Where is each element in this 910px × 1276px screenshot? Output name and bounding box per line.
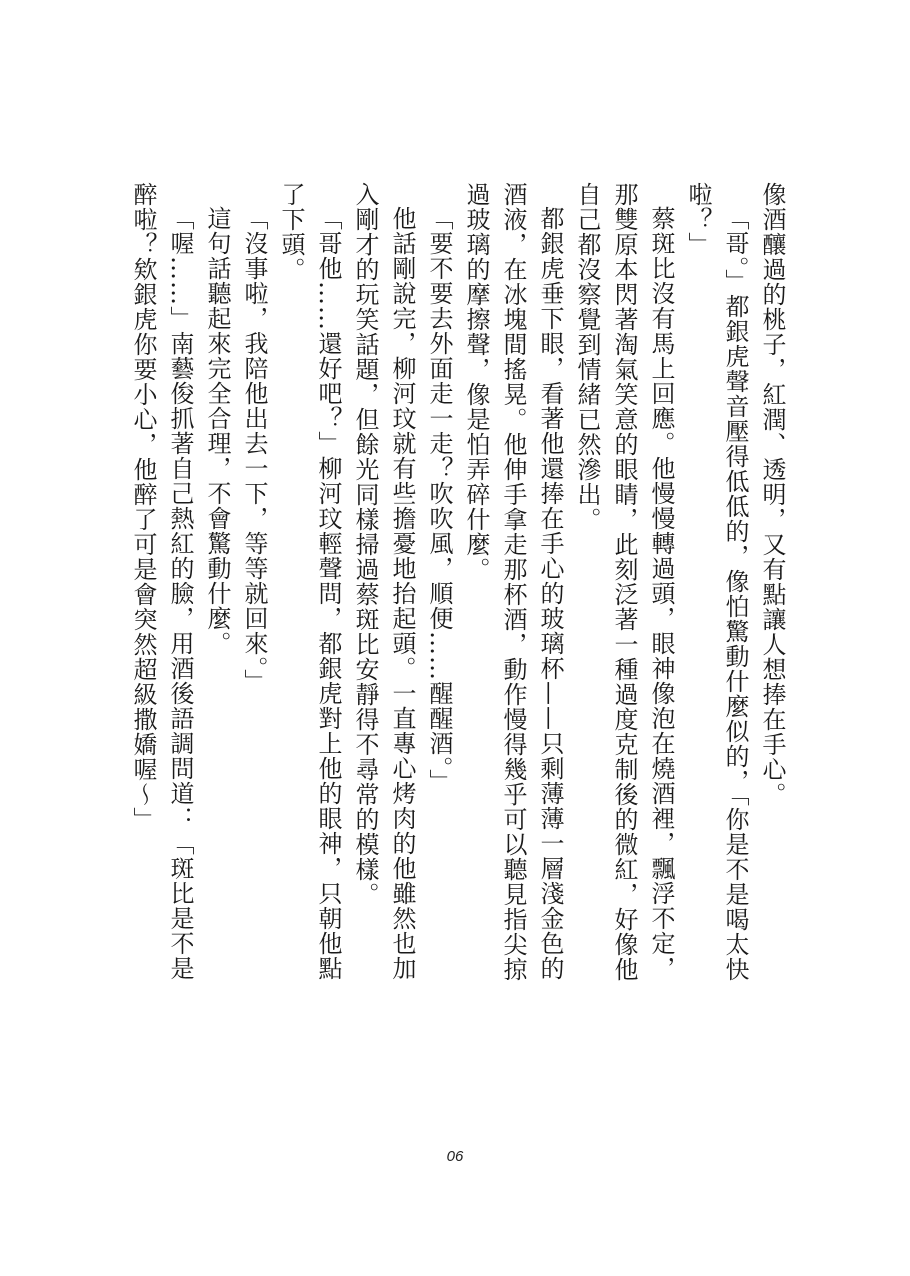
vertical-text-body: [110, 182, 790, 982]
paragraph: 「要不要去外面走一走？吹吹風，順便……醒醒酒。」: [425, 206, 453, 794]
paragraph: 蔡斑比沒有馬上回應。他慢慢轉過頭，眼神像泡在燒酒裡，飄浮不定，那雙原本閃著淘氣笑意的眼睛，此刻泛著一種過度克制後的微紅，好像他自己都沒察覺到情緒已然滲出。: [573, 182, 675, 982]
paragraph: 「哥。」都銀虎聲音壓得低低的，像怕驚動什麼似的，「你是不是喝太快啦？」: [684, 182, 749, 982]
paragraph: 「喔……」南藝俊抓著自己熱紅的臉，用酒後語調問道：「斑比是不是醉啦？欸銀虎你要小心，他醉了可是會突然超級撒嬌喔～」: [129, 182, 194, 981]
paragraph: 「哥他……還好吧？」柳河玟輕聲問，都銀虎對上他的眼神，只朝他點了下頭。: [277, 182, 342, 981]
paragraph: 「沒事啦，我陪他出去一下，等等就回來。」: [240, 206, 268, 694]
page-number: 06: [446, 1148, 464, 1165]
paragraph: 這句話聽起來完全合理，不會驚動什麼。: [203, 206, 231, 656]
paragraph: 他話剛說完，柳河玟就有些擔憂地抬起頭。一直專心烤肉的他雖然也加入剛才的玩笑話題，但餘光同樣掃過蔡斑比安靜得不尋常的模樣。: [351, 182, 416, 981]
paragraph: 像酒釀過的桃子，紅潤、透明，又有點讓人想捧在手心。: [758, 182, 786, 807]
paragraph: 都銀虎垂下眼，看著他還捧在手心的玻璃杯——只剩薄薄一層淺金色的酒液，在冰塊間搖晃。他伸手拿走那杯酒，動作慢得幾乎可以聽見指尖掠過玻璃的摩擦聲，像是怕弄碎什麼。: [462, 182, 564, 982]
